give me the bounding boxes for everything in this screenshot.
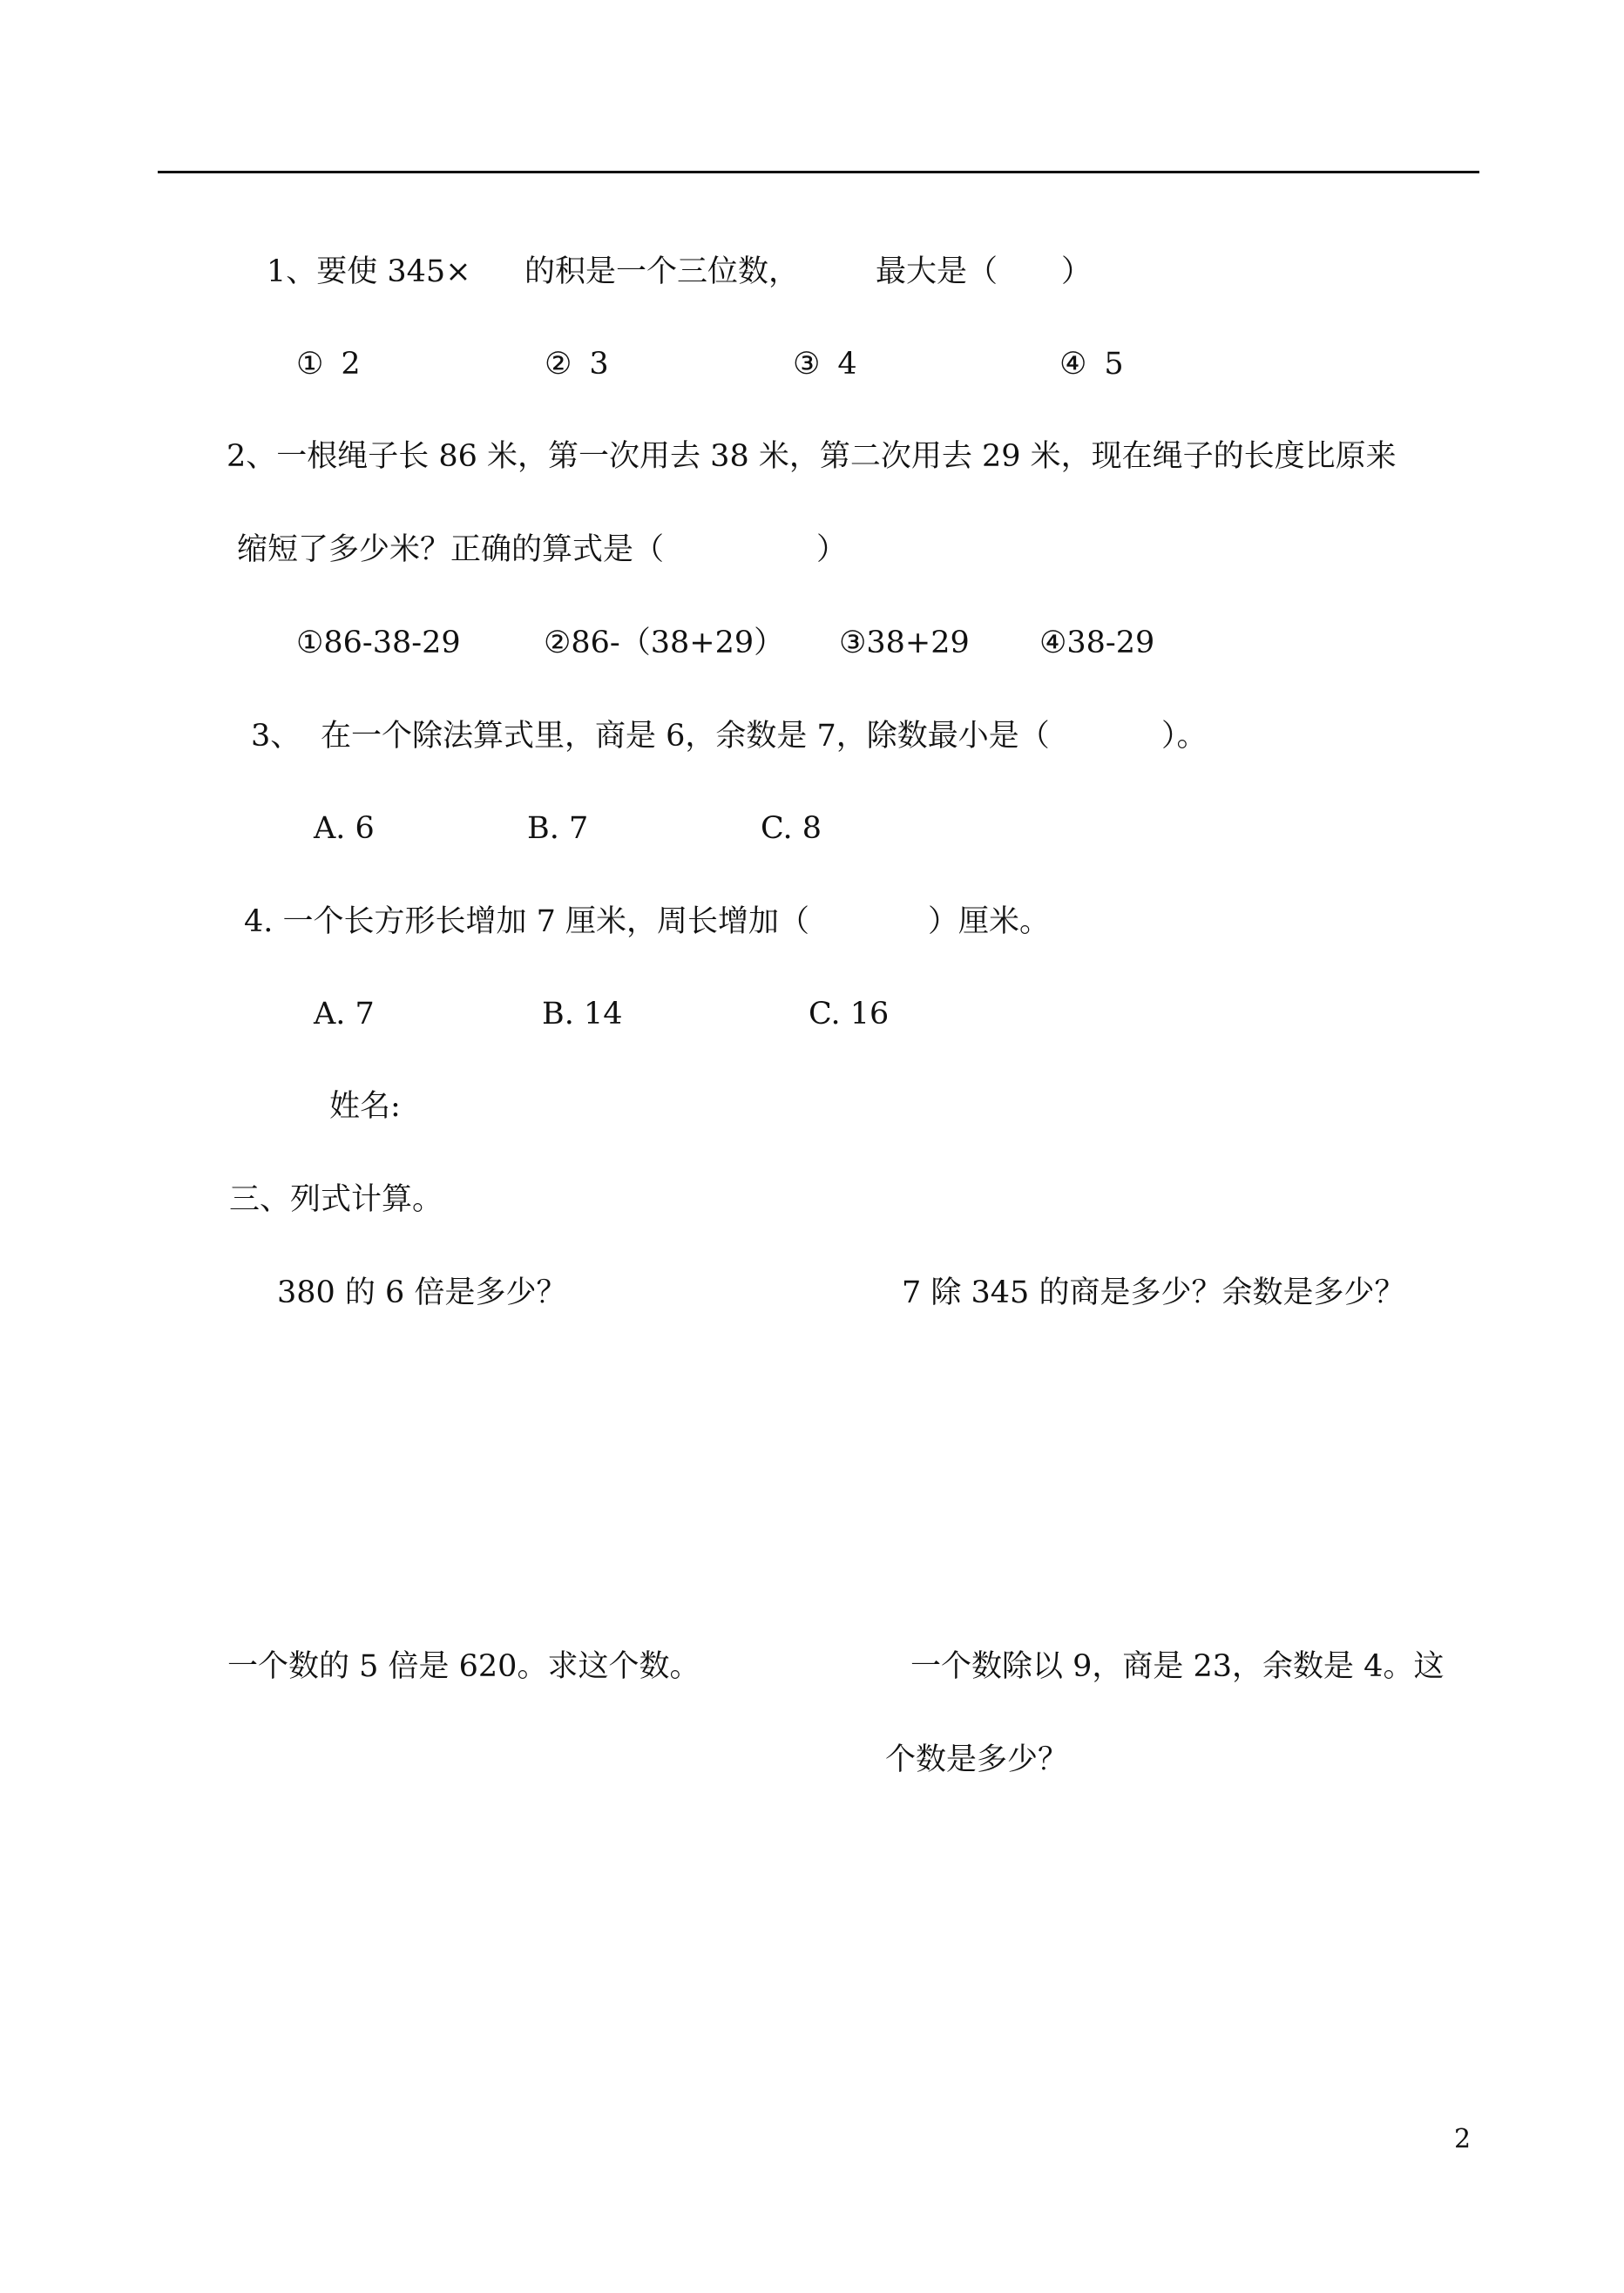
q4-stem-close: ）厘米。 xyxy=(928,904,1051,939)
q2-option: ②86-（38+29） xyxy=(544,626,785,660)
q3-option: B. 7 xyxy=(527,811,589,846)
q3-option: A. 6 xyxy=(314,811,375,846)
calc-problem-3: 一个数的 5 倍是 620。求这个数。 xyxy=(227,1649,700,1684)
section-title: 三、列式计算。 xyxy=(229,1182,443,1217)
q4-stem: 4. 一个长方形长增加 7 厘米，周长增加（ xyxy=(244,904,810,939)
q3-stem-close: ）。 xyxy=(1161,719,1208,754)
q3-option: C. 8 xyxy=(761,811,822,846)
header-rule xyxy=(158,171,1479,173)
calc-problem-4-line1: 一个数除以 9，商是 23，余数是 4。这 xyxy=(910,1649,1445,1684)
calc-problem-2: 7 除 345 的商是多少？余数是多少？ xyxy=(902,1275,1405,1310)
q2-stem-line2-close: ） xyxy=(816,532,848,567)
q4-option: A. 7 xyxy=(314,997,375,1032)
q3-stem: 在一个除法算式里，商是 6，余数是 7，除数最小是（ xyxy=(321,719,1050,754)
q2-stem-line1: 2、一根绳子长 86 米，第一次用去 38 米，第二次用去 29 米，现在绳子的长度比原来 xyxy=(227,439,1397,474)
q3-number: 3、 xyxy=(251,719,301,754)
q1-stem-part4: ） xyxy=(1061,254,1093,289)
q1-option: ③ 4 xyxy=(793,347,857,382)
q4-option: B. 14 xyxy=(542,997,623,1032)
q2-option: ①86-38-29 xyxy=(296,626,461,660)
q1-stem-part3: 最大是（ xyxy=(876,254,998,289)
q2-option: ③38+29 xyxy=(839,626,970,660)
q1-option: ② 3 xyxy=(545,347,609,382)
q1-option: ① 2 xyxy=(296,347,361,382)
page-number: 2 xyxy=(1454,2124,1472,2154)
name-label: 姓名: xyxy=(329,1089,401,1124)
q2-option: ④38-29 xyxy=(1039,626,1155,660)
calc-problem-1: 380 的 6 倍是多少？ xyxy=(277,1275,567,1310)
q1-stem-part2: 的积是一个三位数， xyxy=(524,254,800,289)
q1-stem-part1: 1、要使 345× xyxy=(267,254,471,289)
q4-option: C. 16 xyxy=(809,997,890,1032)
q2-stem-line2: 缩短了多少米？正确的算式是（ xyxy=(237,532,665,567)
calc-problem-4-line2: 个数是多少？ xyxy=(885,1742,1069,1777)
q1-option: ④ 5 xyxy=(1059,347,1124,382)
